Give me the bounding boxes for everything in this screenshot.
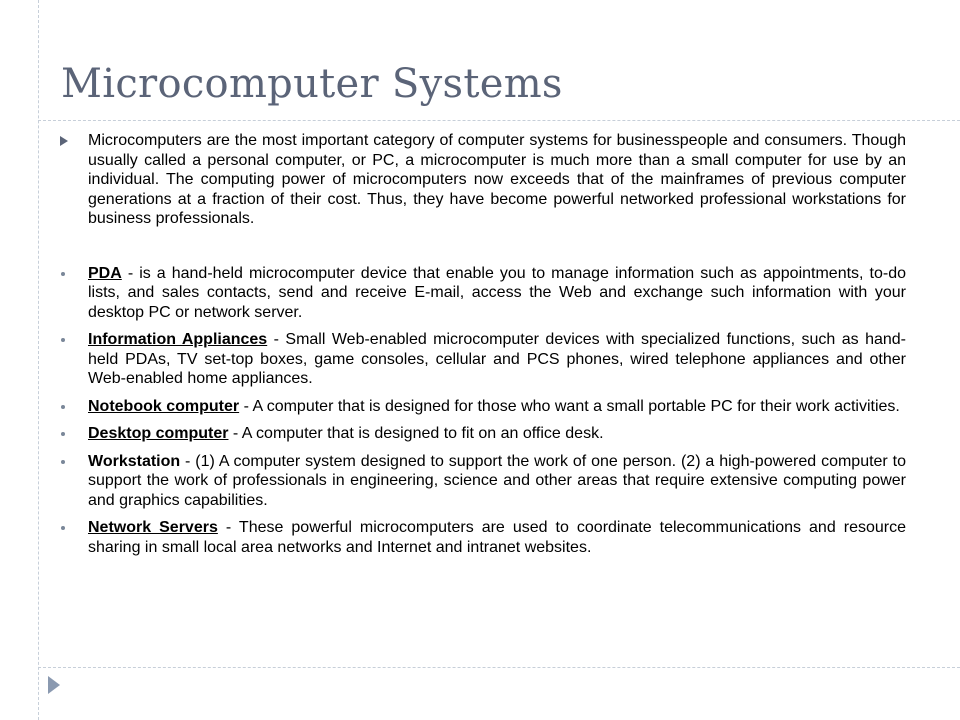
bullet-dot-icon (61, 432, 65, 436)
device-definition-list (60, 264, 906, 558)
bullet-dot-icon (61, 272, 65, 276)
paragraph-spacer (60, 229, 906, 264)
footer-dashed-rule (38, 667, 960, 668)
list-item-information-appliances (60, 330, 906, 389)
definition-text: - These powerful microcomputers are used to coordinate telecommunications and resource sharing in small local area networks and Internet and intranet websites. (88, 519, 906, 556)
term-desktop-computer: Desktop computer (88, 425, 229, 442)
term-workstation: Workstation (88, 452, 181, 470)
intro-paragraph (60, 131, 906, 229)
definition-text: - is a hand-held microcomputer device that enable you to manage information such as appointments, to-do lists, and sales contacts, send and receive E-mail, access the Web and exchange such information with your desktop PC or network server. (88, 264, 906, 321)
term-information-appliances: Information Appliances (88, 331, 268, 348)
slide-body (60, 131, 906, 557)
bullet-dot-icon (61, 405, 65, 409)
bullet-dot-icon (61, 460, 65, 464)
list-item-workstation (60, 452, 906, 511)
slide-title: Microcomputer Systems (61, 61, 563, 107)
term-network-servers: Network Servers (88, 519, 218, 536)
definition-text: - Small Web-enabled microcomputer devices with specialized functions, such as hand-held PDAs, TV set-top boxes, game consoles, cellular and PCS phones, wired telephone appliances and other Web-enabled home appliances. (88, 331, 906, 387)
bullet-dot-icon (61, 526, 65, 530)
definition-text: - (1) A computer system designed to support the work of one person. (2) a high-powered computer to support the work of professionals in engineering, science and other areas that require extensive computing power and graphics capabilities. (88, 452, 906, 509)
left-dashed-rule (38, 0, 39, 720)
bullet-dot-icon (61, 338, 65, 342)
intro-text: Microcomputers are the most important category of computer systems for businesspeople and consumers. Though usually called a personal computer, or PC, a microcomputer is much more than a small computer for use by an individual. The computing power of microcomputers now exceeds that of the mainframes of previous computer generations at a fraction of their cost. Thus, they have become powerful networked professional workstations for business professionals. (88, 132, 906, 227)
list-item-desktop-computer (60, 424, 906, 444)
list-item-pda (60, 264, 906, 323)
list-item-notebook-computer (60, 397, 906, 417)
triangle-bullet-icon (60, 136, 68, 146)
definition-text: - A computer that is designed for those who want a small portable PC for their work activities. (239, 397, 900, 415)
list-item-network-servers (60, 518, 906, 557)
term-pda: PDA (88, 264, 122, 282)
corner-arrow-icon (46, 675, 62, 695)
term-notebook-computer: Notebook computer (88, 397, 240, 415)
title-dashed-rule (38, 120, 960, 121)
definition-text: - A computer that is designed to fit on an office desk. (228, 425, 604, 442)
